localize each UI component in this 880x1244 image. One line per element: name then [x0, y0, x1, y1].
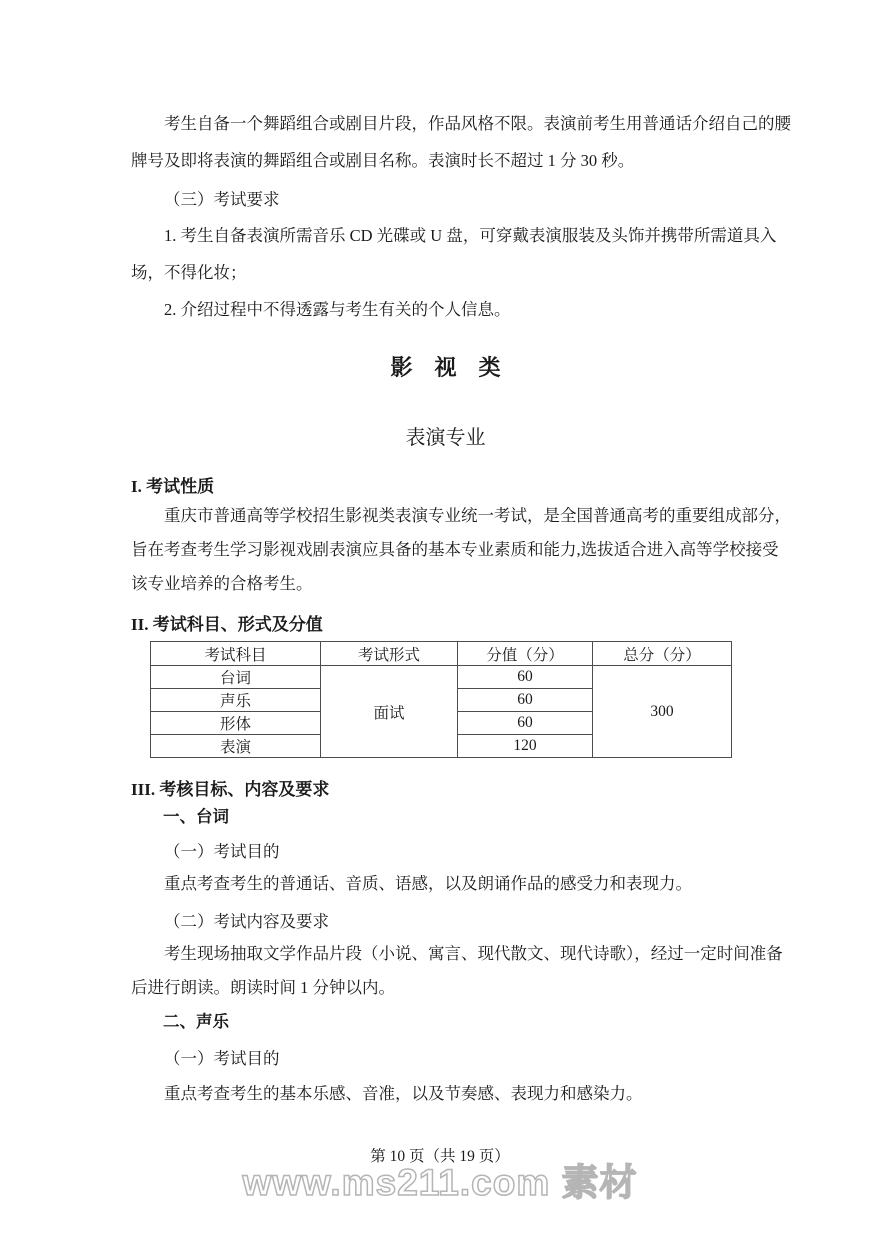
section2-heading: II. 考试科目、形式及分值: [131, 615, 323, 634]
score-cell: 60: [458, 712, 593, 735]
score-cell: 120: [458, 735, 593, 758]
sub1-purpose-block: [131, 867, 760, 901]
sub1-purpose-heading-block: [131, 835, 760, 869]
header-form: 考试形式: [321, 642, 458, 666]
intro-paragraph: [131, 105, 791, 179]
score-table: [150, 641, 732, 758]
paragraph-line: 考生现场抽取文学作品片段（小说、寓言、现代散文、现代诗歌），经过一定时间准备: [164, 944, 783, 963]
watermark-text: www.ms211.com 素材: [242, 1162, 638, 1203]
paragraph-line: 后进行朗读。朗读时间 1 分钟以内。: [131, 978, 395, 997]
section1-body: [131, 499, 791, 601]
sub2-purpose-block: [131, 1077, 760, 1111]
paragraph-line: 2. 介绍过程中不得透露与考生有关的个人信息。: [164, 300, 511, 319]
header-score: 分值（分）: [458, 642, 593, 666]
paragraph-line: 该专业培养的合格考生。: [131, 574, 313, 593]
sub1-heading: 一、台词: [163, 807, 229, 826]
subject-cell: 形体: [151, 712, 321, 735]
exam-requirement-heading-block: [131, 181, 760, 218]
paragraph-line: 场，不得化妆；: [131, 263, 247, 282]
paragraph-line: 重庆市普通高等学校招生影视类表演专业统一考试，是全国普通高考的重要组成部分，: [164, 506, 791, 525]
section1-heading: I. 考试性质: [131, 477, 215, 496]
category-title: 影 视 类: [390, 355, 501, 380]
paragraph-line: 旨在考查考生学习影视戏剧表演应具备的基本专业素质和能力,选拔适合进入高等学校接受: [131, 540, 779, 559]
total-cell: 300: [593, 666, 732, 758]
table-row: [151, 666, 732, 689]
requirement-item-1: [131, 217, 777, 291]
score-cell: 60: [458, 666, 593, 689]
header-subject: 考试科目: [151, 642, 321, 666]
subject-cell: 表演: [151, 735, 321, 758]
paragraph-line: 重点考查考生的普通话、音质、语感，以及朗诵作品的感受力和表现力。: [164, 874, 692, 893]
requirement-item-2: [131, 291, 760, 328]
form-cell: 面试: [321, 666, 458, 758]
subject-cell: 台词: [151, 666, 321, 689]
section3-heading: III. 考核目标、内容及要求: [131, 780, 330, 799]
sub1-content-block: [131, 937, 783, 1005]
sub1-content-heading-block: [131, 905, 760, 939]
sub1-purpose-heading: （一）考试目的: [164, 842, 280, 861]
sub2-heading: 二、声乐: [163, 1012, 229, 1031]
subject-cell: 声乐: [151, 689, 321, 712]
table-header-row: [151, 642, 732, 666]
paragraph-line: 1. 考生自备表演所需音乐 CD 光碟或 U 盘，可穿戴表演服装及头饰并携带所需道具入: [164, 226, 777, 245]
paragraph-line: 牌号及即将表演的舞蹈组合或剧目名称。表演时长不超过 1 分 30 秒。: [131, 151, 635, 170]
paragraph-line: 考生自备一个舞蹈组合或剧目片段，作品风格不限。表演前考生用普通话介绍自己的腰: [164, 114, 791, 133]
sub1-content-heading: （二）考试内容及要求: [164, 912, 329, 931]
paragraph-line: 重点考查考生的基本乐感、音准，以及节奏感、表现力和感染力。: [164, 1084, 643, 1103]
page-number: 第 10 页（共 19 页）: [370, 1148, 510, 1165]
score-cell: 60: [458, 689, 593, 712]
sub2-purpose-heading-block: [131, 1042, 760, 1076]
sub2-purpose-heading: （一）考试目的: [164, 1049, 280, 1068]
exam-requirement-heading: （三）考试要求: [164, 190, 280, 209]
major-title: 表演专业: [405, 427, 486, 449]
header-total: 总分（分）: [593, 642, 732, 666]
